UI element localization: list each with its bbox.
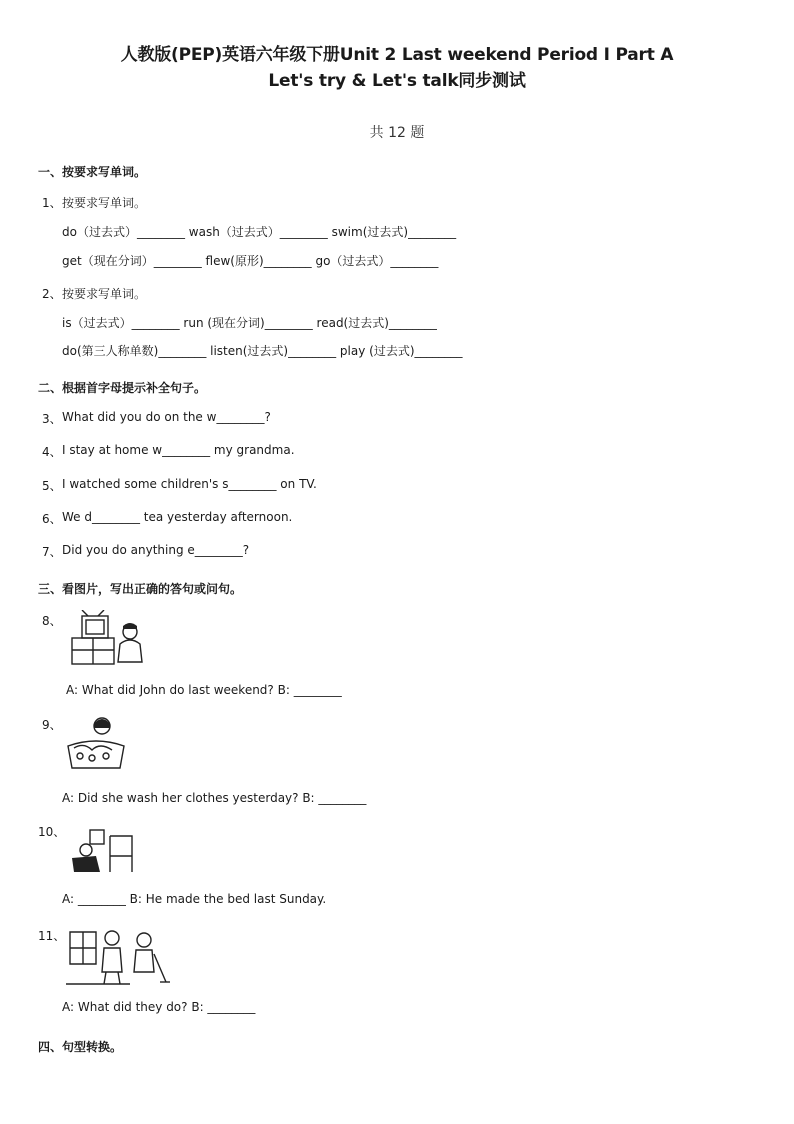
page-title-line2: Let's try & Let's talk同步测试 (268, 71, 526, 91)
tv-watching-illustration (68, 610, 150, 668)
question-1-prompt: 按要求写单词。 (62, 196, 147, 210)
section-heading-3: 三、看图片，写出正确的答句或问句。 (38, 582, 243, 596)
question-2-line-1: is（过去式）________ run (现在分词)________ read(过去式)________ (62, 316, 437, 330)
question-9-text: A: Did she wash her clothes yesterday? B: ________ (62, 791, 367, 805)
washing-clothes-illustration (64, 712, 128, 774)
question-11-number: 11、 (38, 929, 66, 943)
question-1-number: 1、 (42, 196, 62, 210)
question-1-line-2: get（现在分词）________ flew(原形)________ go（过去式）________ (62, 254, 439, 268)
question-2-prompt: 按要求写单词。 (62, 287, 147, 301)
question-5-number: 5、 (42, 479, 62, 493)
question-1-line-1: do（过去式）________ wash（过去式）________ swim(过去式)________ (62, 225, 457, 239)
question-3-number: 3、 (42, 412, 62, 426)
question-2-number: 2、 (42, 287, 62, 301)
question-6-text: We d________ tea yesterday afternoon. (62, 510, 293, 524)
cleaning-room-illustration (66, 924, 170, 988)
making-bed-illustration (66, 826, 136, 876)
section-heading-4: 四、句型转换。 (38, 1040, 123, 1054)
section-heading-2: 二、根据首字母提示补全句子。 (38, 381, 207, 395)
section-heading-1: 一、按要求写单词。 (38, 165, 147, 179)
question-10-number: 10、 (38, 825, 66, 839)
question-10-text: A: ________ B: He made the bed last Sunday. (62, 892, 327, 906)
question-count: 共 12 题 (369, 125, 425, 141)
question-5-text: I watched some children's s________ on TV. (62, 477, 317, 491)
question-4-text: I stay at home w________ my grandma. (62, 443, 295, 457)
question-4-number: 4、 (42, 445, 62, 459)
question-7-number: 7、 (42, 545, 62, 559)
question-6-number: 6、 (42, 512, 62, 526)
question-8-number: 8、 (42, 614, 62, 628)
question-2-line-2: do(第三人称单数)________ listen(过去式)________ play (过去式)________ (62, 344, 463, 358)
question-3-text: What did you do on the w________? (62, 410, 271, 424)
question-7-text: Did you do anything e________? (62, 543, 250, 557)
page-title-line1: 人教版(PEP)英语六年级下册Unit 2 Last weekend Period I Part A (120, 45, 674, 65)
question-9-number: 9、 (42, 718, 62, 732)
question-11-text: A: What did they do? B: ________ (62, 1000, 256, 1014)
question-8-text: A: What did John do last weekend? B: ________ (66, 683, 342, 697)
